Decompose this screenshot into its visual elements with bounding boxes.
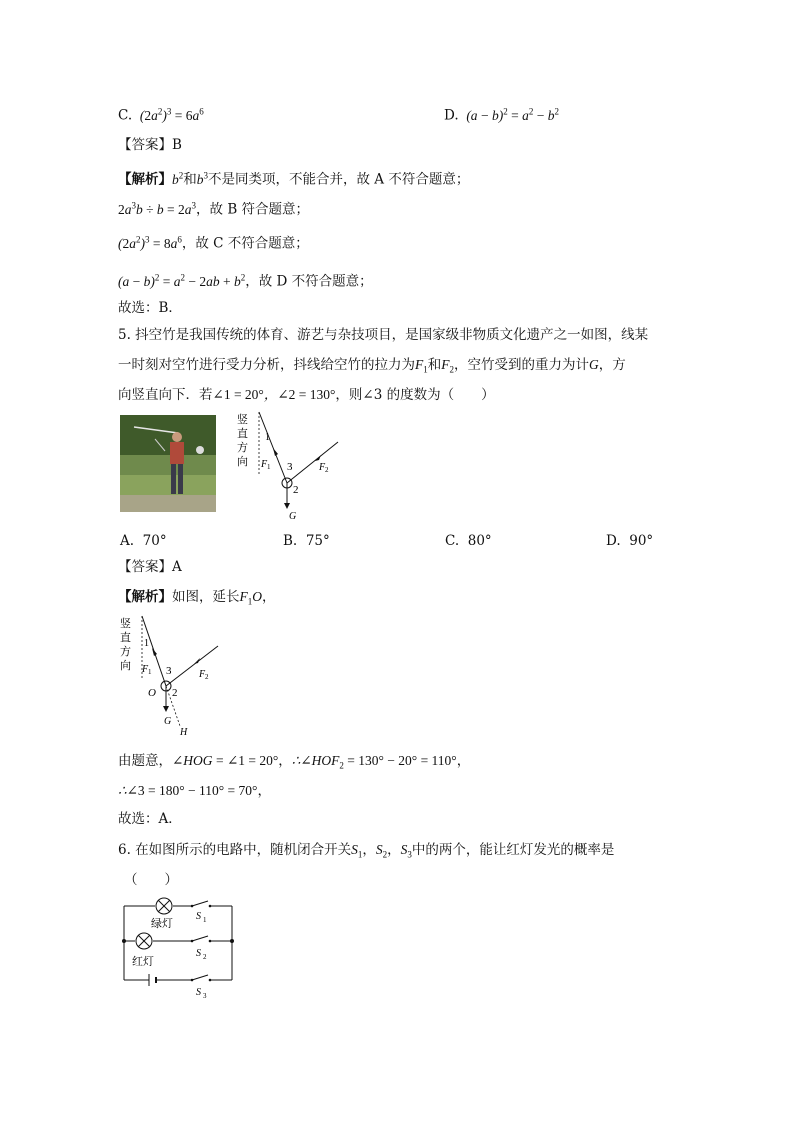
q5-option-a: A. 70°: [120, 533, 167, 549]
q5-stem-line1: 5. 抖空竹是我国传统的体育、游艺与杂技项目，是国家级非物质文化遗产之一如图，线某: [118, 327, 649, 343]
q5-conclusion: 故选：A．: [118, 811, 182, 827]
q5-option-c: C. 80°: [445, 533, 492, 549]
svg-text:向: 向: [237, 456, 248, 468]
q4-option-d: D. $(a - b)^2 = a^2 - b^2$: [444, 106, 559, 124]
svg-text:2: 2: [172, 687, 178, 699]
svg-text:2: 2: [293, 484, 299, 496]
q5-option-b: B. 75°: [283, 533, 330, 549]
svg-text:S: S: [196, 987, 201, 998]
svg-text:S: S: [196, 911, 201, 922]
svg-text:2: 2: [325, 466, 329, 474]
q4-analysis-line4: $(a - b)^2 = a^2 - 2ab + b^2$，故 D 不符合题意；: [118, 272, 373, 290]
q4-conclusion: 故选：B．: [118, 300, 182, 316]
svg-text:向: 向: [120, 660, 131, 672]
q5-stem-line2: 一时刻对空竹进行受力分析，抖线给空竹的拉力为$F_1$和$F_2$，空竹受到的重力为计G，方: [118, 357, 626, 375]
svg-text:1: 1: [265, 432, 270, 443]
svg-text:1: 1: [144, 638, 149, 649]
force-diagram-solution: [118, 614, 228, 739]
svg-text:方: 方: [120, 646, 131, 658]
svg-text:F: F: [319, 462, 326, 473]
q4-analysis-line2: $2a^3b \div b = 2a^3$，故 B 符合题意；: [118, 200, 310, 218]
svg-text:3: 3: [203, 992, 207, 1000]
svg-text:竖: 竖: [120, 618, 131, 630]
q5-option-d: D. 90°: [606, 533, 654, 549]
q5-solution-line1: 由题意，∠HOG = ∠1 = 20°，$\therefore\angle HOF_2 = 130^\circ - 20^\circ = 110^\circ$，: [118, 753, 471, 771]
red-lamp-label: 红灯: [132, 956, 154, 968]
q5-answer: 【答案】A: [118, 559, 182, 575]
svg-text:G: G: [164, 716, 172, 727]
q5-solution-line2: ∴∠3 = 180° − 110° = 70°，: [118, 783, 271, 799]
svg-text:G: G: [289, 511, 297, 522]
svg-text:直: 直: [237, 428, 248, 440]
q5-analysis-intro: 【解析】如图，延长$F_1O$，: [118, 589, 276, 607]
svg-text:S: S: [196, 948, 201, 959]
svg-text:直: 直: [120, 632, 131, 644]
q5-stem-line3: 向竖直向下．若∠1 = 20°，∠2 = 130°，则∠3 的度数为（ ）: [118, 387, 495, 403]
svg-text:1: 1: [267, 463, 271, 471]
svg-text:2: 2: [205, 673, 209, 681]
q4-option-c: C. $(2a^2)^3 = 6a^6$: [118, 106, 204, 124]
force-diagram-question: [235, 410, 345, 525]
q4-analysis-line3: $(2a^2)^3 = 8a^6$，故 C 不符合题意；: [118, 234, 309, 252]
svg-text:方: 方: [237, 442, 248, 454]
svg-text:3: 3: [166, 665, 172, 677]
svg-text:F: F: [261, 459, 268, 470]
svg-text:2: 2: [203, 953, 207, 961]
q6-stem-line2: （ ）: [124, 872, 178, 888]
q4-answer: 【答案】B: [118, 137, 182, 153]
svg-text:O: O: [148, 687, 156, 699]
q4-analysis-line1: 【解析】$b^2$和$b^3$不是同类项，不能合并，故 A 不符合题意；: [118, 170, 470, 188]
svg-text:1: 1: [203, 916, 207, 924]
circuit-diagram: [118, 896, 240, 1000]
diabolo-photo: [120, 415, 216, 512]
svg-text:3: 3: [287, 461, 293, 473]
svg-text:F: F: [199, 669, 206, 680]
q6-stem-line1: 6. 在如图所示的电路中，随机闭合开关$S_1$，$S_2$，$S_3$中的两个，能让红灯发光的概率是: [118, 842, 615, 860]
vertical-label: 竖: [237, 414, 248, 426]
svg-text:H: H: [180, 727, 188, 738]
svg-text:1: 1: [148, 668, 152, 676]
green-lamp-label: 绿灯: [151, 918, 173, 930]
svg-text:F: F: [142, 664, 149, 675]
